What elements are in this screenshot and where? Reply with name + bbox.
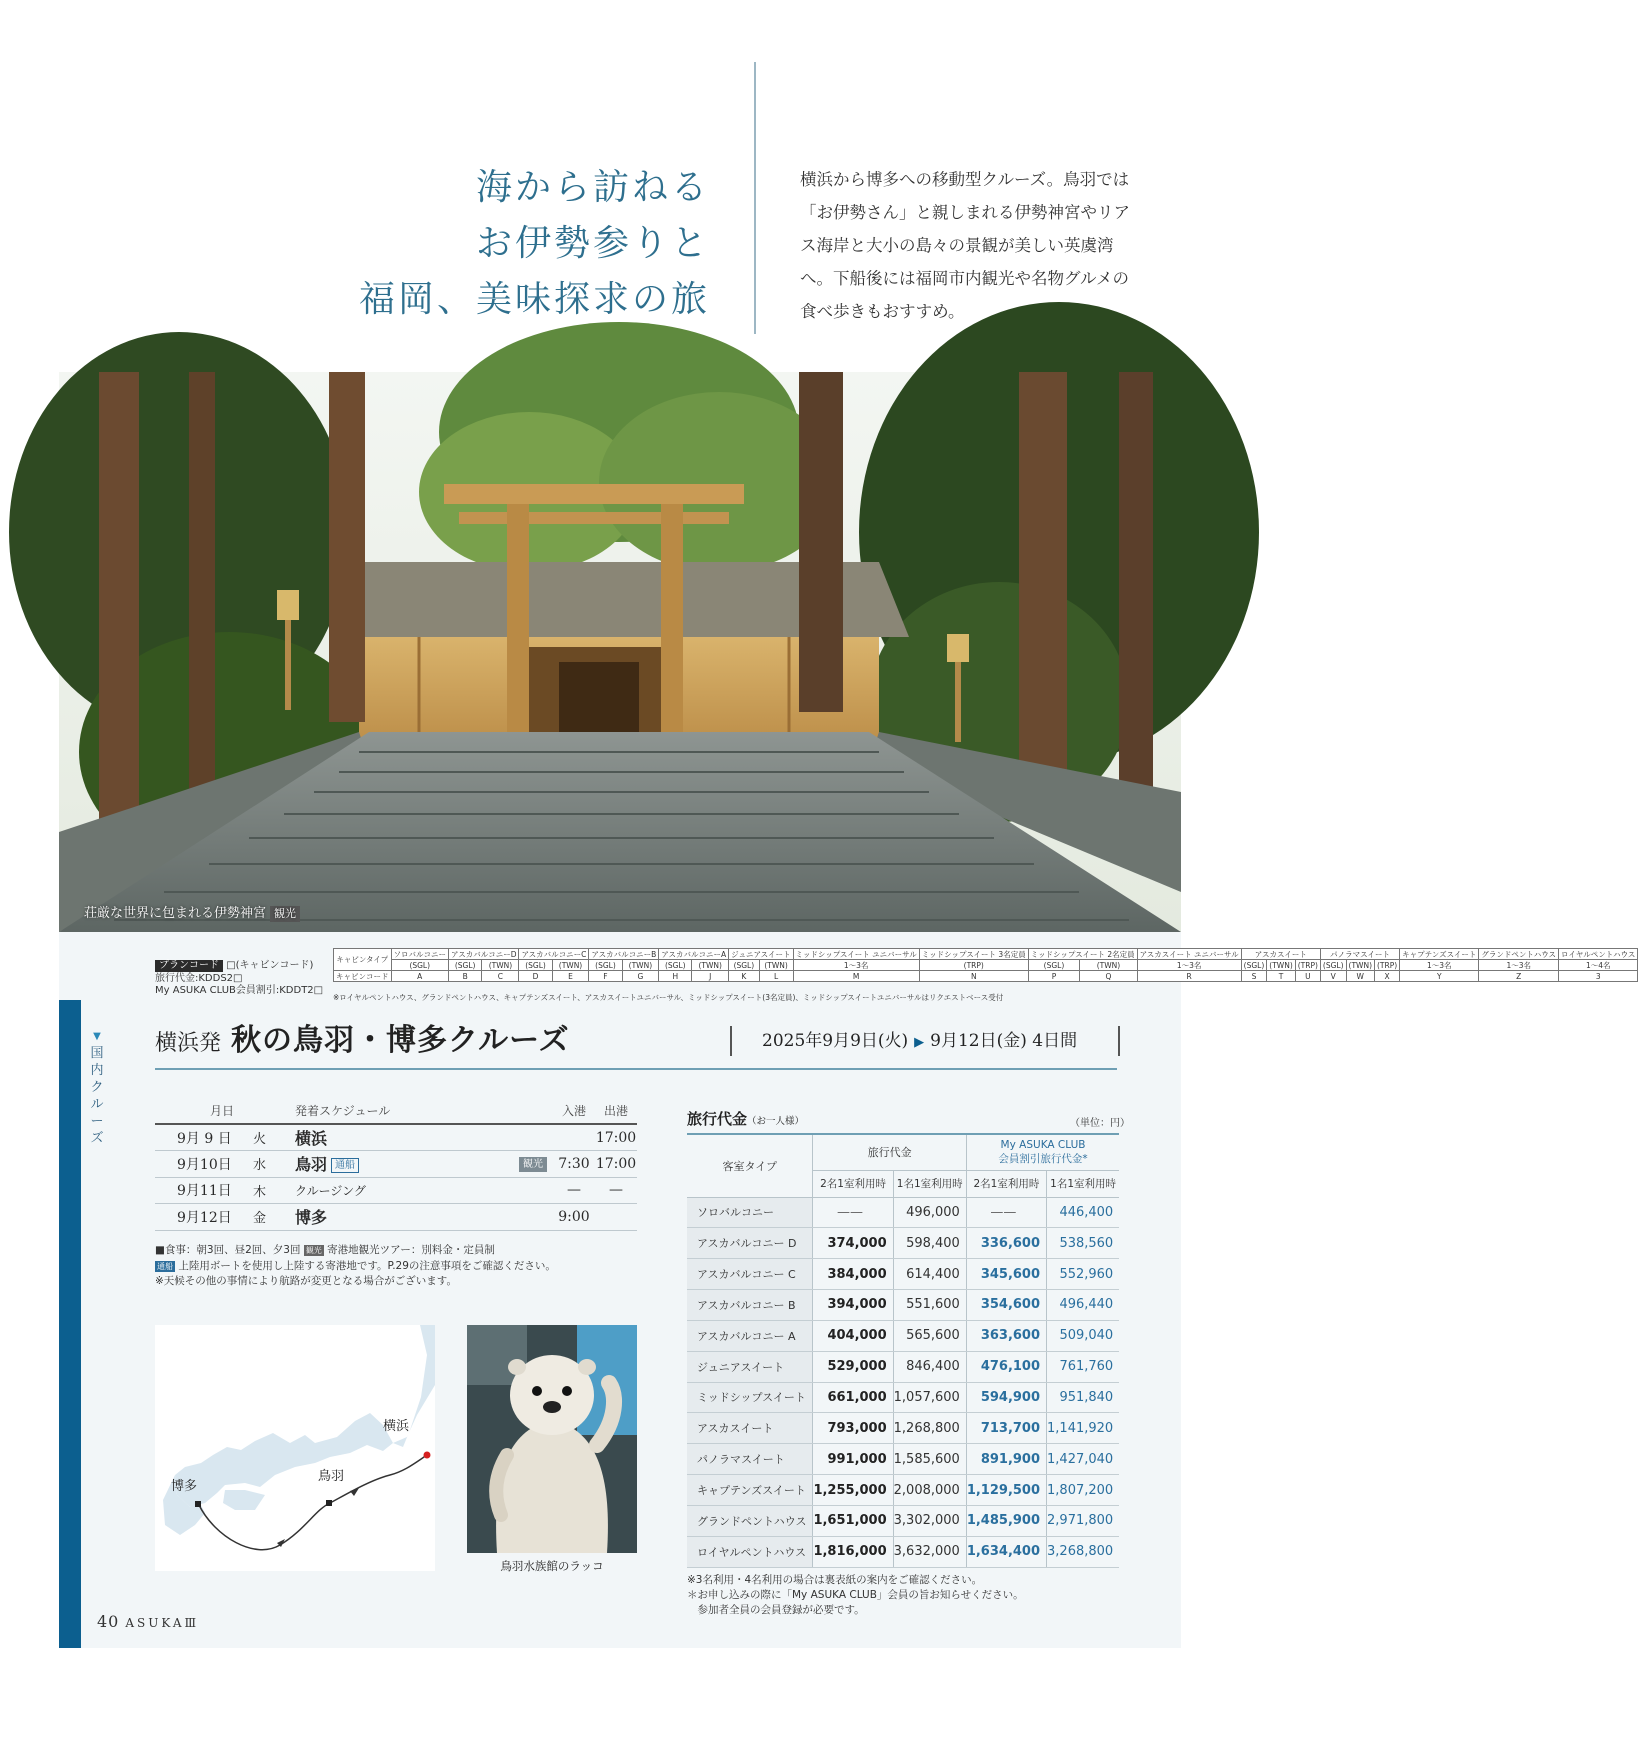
price-travel-double: 793,000 <box>813 1413 893 1444</box>
arrow-right-icon: ▶ <box>914 1035 925 1050</box>
cabin-occupancy: 1〜3名 <box>793 960 919 971</box>
price-club-double: 1,634,400 <box>966 1536 1046 1567</box>
tender-tag: 通船 <box>157 1261 173 1271</box>
cabin-group-name: ミッドシップスイート 3名定員 <box>919 949 1028 960</box>
cabin-occupancy: (TRP) <box>919 960 1028 971</box>
price-sub-1-travel: 1名1室利用時 <box>893 1170 966 1197</box>
cabin-occupancy: (TWN) <box>692 960 729 971</box>
price-row <box>687 1351 1119 1382</box>
price-row <box>687 1259 1119 1290</box>
schedule-port-name: 鳥羽 <box>295 1155 328 1175</box>
cabin-group-name: アスカスイート ユニバーサル <box>1137 949 1241 960</box>
cabin-occupancy: (TRP) <box>1295 960 1320 971</box>
schedule-header-departure: 出港 <box>595 1100 637 1124</box>
photo-caption-text: 荘厳な世界に包まれる伊勢神宮 <box>84 906 267 921</box>
club-code: My ASUKA CLUB会員割引:KDDT2□ <box>155 985 324 996</box>
price-cabin-type: アスカバルコニー A <box>687 1320 813 1351</box>
schedule-departure: 17:00 <box>595 1151 637 1178</box>
price-title <box>687 1108 804 1129</box>
schedule-header-route: 発着スケジュール <box>295 1100 513 1124</box>
price-travel-single: 598,400 <box>893 1228 966 1259</box>
photo-caption <box>84 902 300 922</box>
price-travel-single: 551,600 <box>893 1290 966 1321</box>
price-club-single: 446,400 <box>1047 1197 1120 1228</box>
intro-text: 横浜から博多への移動型クルーズ。鳥羽では「お伊勢さん」と親しまれる伊勢神宮やリアス海岸と大小の島々の景観が美しい英虞湾へ。下船後には福岡市内観光や名物グルメの食べ歩きもおすすめ。 <box>800 170 1130 321</box>
cabin-occupancy: (TWN) <box>1267 960 1295 971</box>
price-travel-double: 394,000 <box>813 1290 893 1321</box>
price-row <box>687 1320 1119 1351</box>
price-travel-double: 384,000 <box>813 1259 893 1290</box>
cabin-code-label: キャビンコード <box>334 971 392 982</box>
cabin-group-name: グランドペントハウス <box>1479 949 1559 960</box>
cabin-occupancy: 1〜3名 <box>1400 960 1479 971</box>
japan-map-illustration <box>155 1325 435 1571</box>
cabin-occupancy: (TWN) <box>1346 960 1374 971</box>
cabin-code: G <box>622 971 659 982</box>
cruise-origin: 横浜発 <box>155 1031 222 1056</box>
price-travel-double: 991,000 <box>813 1444 893 1475</box>
price-cabin-type: グランドペントハウス <box>687 1505 813 1536</box>
brand-name: ASUKAⅢ <box>125 1616 200 1630</box>
price-club-single: 538,560 <box>1047 1228 1120 1259</box>
cabin-occupancy: 1〜3名 <box>1137 960 1241 971</box>
price-travel-single: 2,008,000 <box>893 1475 966 1506</box>
price-travel-single: 3,302,000 <box>893 1505 966 1536</box>
price-row <box>687 1290 1119 1321</box>
cabin-code: Q <box>1080 971 1137 982</box>
cabin-code: V <box>1320 971 1346 982</box>
cruise-dates <box>730 1026 1120 1056</box>
price-travel-single: 565,600 <box>893 1320 966 1351</box>
cabin-code: D <box>519 971 552 982</box>
travel-code: 旅行代金:KDDS2□ <box>155 972 243 984</box>
cabin-occupancy: (SGL) <box>391 960 449 971</box>
schedule-arrival: — <box>553 1177 595 1204</box>
headline-line-2: お伊勢参りと <box>475 223 710 264</box>
price-club-double: 354,600 <box>966 1290 1046 1321</box>
sidebar-label-text: 国内クルーズ <box>90 1046 104 1146</box>
schedule-date: 9月12日 <box>155 1204 253 1231</box>
price-club-single: 1,141,920 <box>1047 1413 1120 1444</box>
price-cabin-type: ジュニアスイート <box>687 1351 813 1382</box>
schedule-kanko-cell <box>513 1151 553 1178</box>
cabin-code-table <box>333 948 1638 982</box>
cabin-occupancy: (TWN) <box>759 960 793 971</box>
price-travel-single: 1,585,600 <box>893 1444 966 1475</box>
sidebar-label <box>90 1028 104 1147</box>
price-club-single: 496,440 <box>1047 1290 1120 1321</box>
price-cabin-type: ミッドシップスイート <box>687 1382 813 1413</box>
plan-code-suffix: □(キャビンコード) <box>226 960 314 971</box>
schedule-header-arrival: 入港 <box>553 1100 595 1124</box>
price-row <box>687 1228 1119 1259</box>
kanko-tag: 観光 <box>305 1246 322 1255</box>
cabin-code: W <box>1346 971 1374 982</box>
cabin-occupancy: (SGL) <box>1320 960 1346 971</box>
cabin-code: F <box>589 971 622 982</box>
price-travel-single: 3,632,000 <box>893 1536 966 1567</box>
price-club-double: 713,700 <box>966 1413 1046 1444</box>
cabin-group-name: アスカバルコニーC <box>519 949 589 960</box>
header-divider <box>754 62 756 334</box>
schedule-row <box>155 1124 637 1151</box>
cabin-code: T <box>1267 971 1295 982</box>
cabin-code: B <box>449 971 482 982</box>
price-travel-single: 1,268,800 <box>893 1413 966 1444</box>
schedule-departure <box>595 1204 637 1231</box>
schedule-weekday: 木 <box>253 1177 295 1204</box>
cabin-code-note: ※ロイヤルペントハウス、グランドペントハウス、キャプテンズスイート、アスカスイートユニバーサル、ミッドシップスイート(3名定員)、ミッドシップスイートユニバーサルはリクエストベース受付 <box>333 993 1004 1002</box>
cabin-occupancy: (SGL) <box>519 960 552 971</box>
price-row <box>687 1382 1119 1413</box>
kanko-note: 寄港地観光ツアー：別料金・定員制 <box>327 1244 495 1256</box>
schedule-port <box>295 1204 513 1231</box>
price-title-sub: （お一人様） <box>747 1116 805 1127</box>
price-club-double: 336,600 <box>966 1228 1046 1259</box>
price-sub-1-club: 1名1室利用時 <box>1047 1170 1120 1197</box>
price-row <box>687 1505 1119 1536</box>
cabin-occupancy: (TWN) <box>1080 960 1137 971</box>
price-row <box>687 1444 1119 1475</box>
schedule-date: 9月10日 <box>155 1151 253 1178</box>
price-note-1: ※3名利用・4名利用の場合は裏表紙の案内をご確認ください。 <box>687 1574 983 1586</box>
cabin-group-name: キャプテンズスイート <box>1400 949 1479 960</box>
price-club-double: 345,600 <box>966 1259 1046 1290</box>
price-club-single: 1,427,040 <box>1047 1444 1120 1475</box>
price-club-double: 1,129,500 <box>966 1475 1046 1506</box>
cabin-type-label: キャビンタイプ <box>334 949 392 971</box>
headline <box>359 160 710 328</box>
cabin-group-name: ジュニアスイート <box>729 949 793 960</box>
cabin-code: L <box>759 971 793 982</box>
otter-caption: 鳥羽水族館のラッコ <box>500 1559 604 1573</box>
price-club-double: 1,485,900 <box>966 1505 1046 1536</box>
price-header-club-1: My ASUKA CLUB <box>1000 1139 1086 1152</box>
schedule-departure: — <box>595 1177 637 1204</box>
route-map <box>155 1325 435 1571</box>
otter-photo <box>467 1325 637 1553</box>
ise-shrine-photo <box>59 372 1181 932</box>
price-club-double: 363,600 <box>966 1320 1046 1351</box>
price-travel-single: 846,400 <box>893 1351 966 1382</box>
kanko-badge: 観光 <box>270 906 300 922</box>
price-cabin-type: パノラマスイート <box>687 1444 813 1475</box>
cabin-group-name: ソロバルコニー <box>391 949 449 960</box>
schedule-arrival: 7:30 <box>553 1151 595 1178</box>
cabin-occupancy: (SGL) <box>1028 960 1080 971</box>
price-cabin-type: アスカバルコニー C <box>687 1259 813 1290</box>
schedule-header-date: 月日 <box>155 1100 295 1124</box>
cabin-occupancy: (TRP) <box>1375 960 1400 971</box>
map-label-yokohama: 横浜 <box>383 1419 410 1434</box>
schedule-port <box>295 1151 513 1178</box>
price-note-2: ＊お申し込みの際に「My ASUKA CLUB」会員の旨お知らせください。 <box>687 1589 1024 1601</box>
schedule-kanko-cell <box>513 1204 553 1231</box>
price-cabin-type: アスカバルコニー B <box>687 1290 813 1321</box>
cabin-group-name: ロイヤルペントハウス <box>1559 949 1638 960</box>
price-travel-double: 404,000 <box>813 1320 893 1351</box>
price-cabin-type: アスカスイート <box>687 1413 813 1444</box>
price-title-text: 旅行代金 <box>687 1110 748 1128</box>
cabin-code: A <box>391 971 449 982</box>
price-club-double: 594,900 <box>966 1382 1046 1413</box>
price-travel-double: —— <box>813 1197 893 1228</box>
cabin-group-name: アスカスイート <box>1241 949 1320 960</box>
price-travel-double: 529,000 <box>813 1351 893 1382</box>
price-travel-single: 1,057,600 <box>893 1382 966 1413</box>
cabin-occupancy: (SGL) <box>1241 960 1267 971</box>
price-cabin-type: ロイヤルペントハウス <box>687 1536 813 1567</box>
sidebar-arrow-icon: ▼ <box>93 1031 101 1042</box>
price-notes <box>687 1573 1024 1618</box>
price-row <box>687 1536 1119 1567</box>
price-sub-2-travel: 2名1室利用時 <box>813 1170 893 1197</box>
price-row <box>687 1413 1119 1444</box>
schedule-arrival <box>553 1124 595 1151</box>
cabin-occupancy: 1〜4名 <box>1559 960 1638 971</box>
schedule-notes <box>155 1243 556 1290</box>
price-row <box>687 1197 1119 1228</box>
schedule-arrival: 9:00 <box>553 1204 595 1231</box>
schedule-kanko-cell <box>513 1177 553 1204</box>
price-club-double: —— <box>966 1197 1046 1228</box>
price-travel-single: 614,400 <box>893 1259 966 1290</box>
schedule-weekday: 水 <box>253 1151 295 1178</box>
schedule-date: 9月11日 <box>155 1177 253 1204</box>
tender-badge: 通船 <box>331 1158 359 1173</box>
schedule-port-name: クルージング <box>295 1183 366 1198</box>
cabin-code: E <box>552 971 589 982</box>
cabin-code: K <box>729 971 760 982</box>
schedule-kanko-cell <box>513 1124 553 1151</box>
price-sub-2-club: 2名1室利用時 <box>966 1170 1046 1197</box>
cabin-code: 3 <box>1559 971 1638 982</box>
price-club-double: 476,100 <box>966 1351 1046 1382</box>
cabin-code: J <box>692 971 729 982</box>
price-travel-double: 661,000 <box>813 1382 893 1413</box>
cabin-group-name: ミッドシップスイート ユニバーサル <box>793 949 919 960</box>
price-club-double: 891,900 <box>966 1444 1046 1475</box>
price-table <box>687 1133 1119 1568</box>
cabin-code: Z <box>1479 971 1559 982</box>
price-cabin-type: キャプテンズスイート <box>687 1475 813 1506</box>
price-club-single: 2,971,800 <box>1047 1505 1120 1536</box>
cabin-occupancy: (SGL) <box>659 960 692 971</box>
end-date: 9月12日(金) <box>930 1031 1027 1051</box>
map-label-toba: 鳥羽 <box>318 1469 345 1484</box>
price-travel-double: 1,255,000 <box>813 1475 893 1506</box>
cabin-group-name: アスカバルコニーA <box>659 949 729 960</box>
cabin-code: H <box>659 971 692 982</box>
cabin-occupancy: (TWN) <box>622 960 659 971</box>
plan-code-tag: プランコード <box>155 960 223 972</box>
tender-note: 上陸用ボートを使用し上陸する寄港地です。P.29の注意事項をご確認ください。 <box>178 1259 556 1272</box>
price-club-single: 761,760 <box>1047 1351 1120 1382</box>
schedule-port-name: 横浜 <box>295 1129 328 1148</box>
price-travel-double: 1,651,000 <box>813 1505 893 1536</box>
cabin-occupancy: (SGL) <box>449 960 482 971</box>
price-club-single: 552,960 <box>1047 1259 1120 1290</box>
cabin-group-name: パノラマスイート <box>1320 949 1399 960</box>
sidebar-bar <box>59 1000 81 1648</box>
schedule-date: 9月 9 日 <box>155 1124 253 1151</box>
price-club-single: 1,807,200 <box>1047 1475 1120 1506</box>
cruise-title <box>155 1015 570 1059</box>
cabin-occupancy: (SGL) <box>729 960 760 971</box>
cabin-code: X <box>1375 971 1400 982</box>
price-club-single: 3,268,800 <box>1047 1536 1120 1567</box>
schedule-port <box>295 1177 513 1204</box>
title-rule <box>155 1068 1117 1070</box>
meals-note: ■食事：朝3回、昼2回、夕3回 <box>155 1244 301 1256</box>
plan-code-block <box>155 960 323 998</box>
cabin-occupancy: (TWN) <box>482 960 519 971</box>
schedule-weekday: 火 <box>253 1124 295 1151</box>
price-row <box>687 1475 1119 1506</box>
price-header-club-2: 会員割引旅行代金* <box>998 1153 1088 1166</box>
headline-line-3: 福岡、美味探求の旅 <box>358 279 710 320</box>
start-date: 2025年9月9日(火) <box>762 1031 909 1051</box>
schedule-row <box>155 1177 637 1204</box>
cabin-code: S <box>1241 971 1267 982</box>
schedule-port <box>295 1124 513 1151</box>
schedule-row <box>155 1151 637 1178</box>
price-note-3: 参加者全員の会員登録が必要です。 <box>687 1604 865 1616</box>
kanko-badge: 観光 <box>519 1157 547 1172</box>
page-footer <box>97 1612 199 1631</box>
schedule-port-name: 博多 <box>295 1208 328 1228</box>
sea-otter-illustration <box>467 1325 637 1553</box>
schedule-row <box>155 1204 637 1231</box>
price-club-single: 951,840 <box>1047 1382 1120 1413</box>
cabin-occupancy: (SGL) <box>589 960 622 971</box>
headline-line-1: 海から訪ねる <box>475 167 710 208</box>
cabin-code: U <box>1295 971 1320 982</box>
cabin-group-name: アスカバルコニーD <box>449 949 519 960</box>
weather-note: ※天候その他の事情により航路が変更となる場合がございます。 <box>155 1275 457 1287</box>
schedule-departure: 17:00 <box>595 1124 637 1151</box>
cabin-code: P <box>1028 971 1080 982</box>
price-travel-single: 496,000 <box>893 1197 966 1228</box>
map-label-hakata: 博多 <box>171 1479 198 1494</box>
price-cabin-type: ソロバルコニー <box>687 1197 813 1228</box>
cabin-group-name: アスカバルコニーB <box>589 949 659 960</box>
duration: 4日間 <box>1032 1031 1078 1051</box>
price-unit: （単位：円） <box>1070 1118 1130 1129</box>
cabin-occupancy: 1〜3名 <box>1479 960 1559 971</box>
price-travel-double: 1,816,000 <box>813 1536 893 1567</box>
cabin-code: Y <box>1400 971 1479 982</box>
cabin-code: R <box>1137 971 1241 982</box>
price-cabin-type: アスカバルコニー D <box>687 1228 813 1259</box>
cruise-name: 秋の鳥羽・博多クルーズ <box>231 1023 570 1058</box>
schedule-table <box>155 1100 637 1231</box>
page-number: 40 <box>97 1612 120 1631</box>
price-header-type: 客室タイプ <box>687 1134 813 1197</box>
schedule-weekday: 金 <box>253 1204 295 1231</box>
cabin-occupancy: (TWN) <box>552 960 589 971</box>
cabin-code: N <box>919 971 1028 982</box>
cabin-code: C <box>482 971 519 982</box>
price-header-travel: 旅行代金 <box>813 1134 966 1170</box>
cabin-code: M <box>793 971 919 982</box>
price-travel-double: 374,000 <box>813 1228 893 1259</box>
price-club-single: 509,040 <box>1047 1320 1120 1351</box>
price-header-club <box>966 1134 1119 1170</box>
ise-shrine-illustration <box>59 372 1181 932</box>
cabin-group-name: ミッドシップスイート 2名定員 <box>1028 949 1137 960</box>
